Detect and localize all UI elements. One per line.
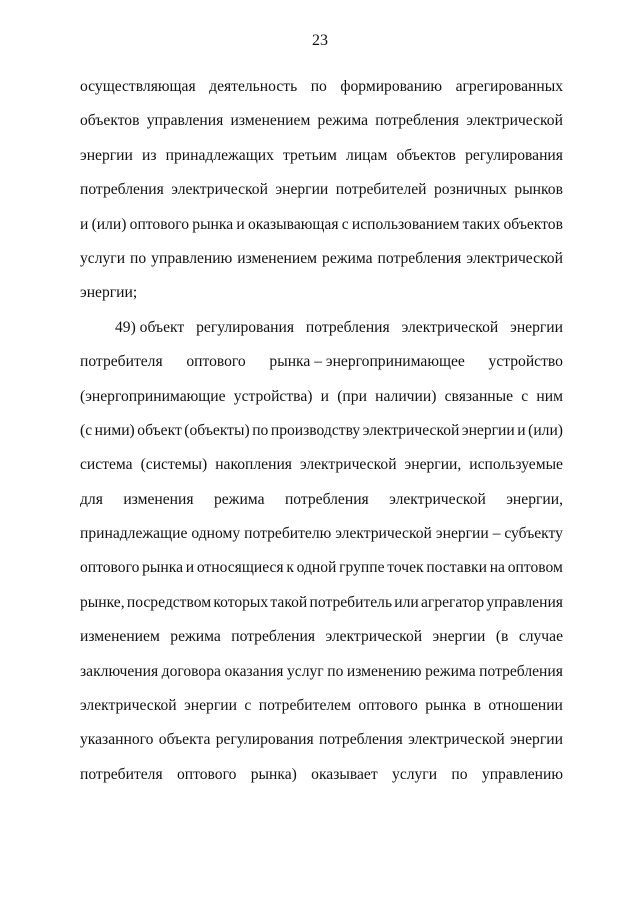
word: (энергопринимающие xyxy=(80,387,226,405)
word: объектов xyxy=(503,215,563,233)
word: с xyxy=(521,387,529,405)
paragraph-49 xyxy=(80,317,563,798)
word: потребления xyxy=(479,662,563,680)
word: оптового xyxy=(80,559,140,577)
word: рынке, xyxy=(80,593,125,611)
word: энергии – субъекту xyxy=(435,525,563,543)
word: с xyxy=(244,697,252,715)
word: заключения xyxy=(80,662,159,680)
word: энергии xyxy=(510,318,563,336)
word: (объекты) xyxy=(184,421,250,439)
word: регулирования xyxy=(196,318,294,336)
word: регулирования xyxy=(215,731,314,749)
word: лицам xyxy=(346,146,388,164)
word: по xyxy=(451,765,468,783)
word: электрической xyxy=(389,490,486,508)
word: услуги xyxy=(80,249,126,267)
text-line xyxy=(80,661,563,695)
word: оптового xyxy=(129,215,190,233)
word: такой xyxy=(270,593,308,611)
text-line xyxy=(80,214,563,248)
word: изменением xyxy=(80,628,160,646)
word: оптового xyxy=(186,353,246,371)
text-line xyxy=(80,76,563,110)
word: по xyxy=(327,662,344,680)
text-line xyxy=(80,764,563,798)
word: система xyxy=(80,456,133,474)
word: третьим xyxy=(283,146,337,164)
word: относящиеся xyxy=(196,559,284,577)
word: объекта xyxy=(158,731,211,749)
word: поставки xyxy=(426,559,487,577)
word: электрической xyxy=(80,697,177,715)
word: изменением xyxy=(237,249,318,267)
word: формированию xyxy=(340,78,443,95)
word: по xyxy=(130,249,147,267)
word: электрической xyxy=(299,456,397,474)
word: электрической xyxy=(466,249,563,267)
text-line xyxy=(80,248,563,282)
text-line xyxy=(80,489,563,523)
word: оптового xyxy=(176,765,237,783)
word: агрегатор xyxy=(421,593,485,611)
text-line xyxy=(80,695,563,729)
word: ним xyxy=(536,387,563,405)
word: рынка xyxy=(192,215,234,233)
word: принадлежащие xyxy=(80,525,188,543)
word: оптового xyxy=(358,697,418,715)
word: или xyxy=(394,593,419,611)
word: 49) объект xyxy=(115,318,185,336)
word: накопления xyxy=(215,456,292,474)
word: объект xyxy=(137,421,182,439)
word: электрической xyxy=(466,112,563,130)
text-line xyxy=(80,110,563,144)
word: осуществляющая xyxy=(80,78,196,95)
word: управлению xyxy=(481,765,563,783)
word: управлению xyxy=(151,249,233,267)
word: потребителя xyxy=(80,765,163,783)
word: энергии; xyxy=(80,284,138,302)
word: связанные xyxy=(444,387,514,405)
word: электрической xyxy=(362,421,460,439)
word: потребителя xyxy=(80,353,163,371)
word: рынка – энергопринимающее xyxy=(269,353,465,371)
word: ними) xyxy=(94,421,135,439)
word: (при xyxy=(337,387,367,405)
document-body xyxy=(80,76,563,798)
word: рынка xyxy=(425,697,467,715)
word: из xyxy=(141,146,157,164)
paragraph-48-continuation xyxy=(80,76,563,317)
word: производству xyxy=(270,421,361,439)
text-line xyxy=(80,454,563,488)
word: рынка) xyxy=(250,765,297,783)
word: потребления xyxy=(284,490,369,508)
word: энергии xyxy=(461,421,515,439)
word: точек xyxy=(387,559,424,577)
word: энергии xyxy=(510,731,563,749)
text-line xyxy=(80,523,563,557)
word: и xyxy=(320,387,330,405)
word: одному xyxy=(191,525,241,543)
word: потребления xyxy=(318,731,403,749)
word: энергии xyxy=(80,146,133,164)
word: потребления xyxy=(231,628,316,646)
word: потребления xyxy=(377,249,462,267)
word: одной xyxy=(296,559,337,577)
text-line xyxy=(80,626,563,660)
word: услуги xyxy=(392,765,438,783)
word: группе xyxy=(339,559,385,577)
word: (в xyxy=(495,628,509,646)
word: по xyxy=(252,421,269,439)
word: использованием xyxy=(351,215,460,233)
word: оказывает xyxy=(311,765,378,783)
word: режима xyxy=(170,628,221,646)
word: с xyxy=(341,215,349,233)
word: потребления xyxy=(375,112,460,130)
word: (или) xyxy=(528,421,563,439)
word: посредством xyxy=(126,593,212,611)
word: потребителем xyxy=(258,697,351,715)
text-line xyxy=(80,592,563,626)
word: энергии, xyxy=(506,490,563,508)
word: используемые xyxy=(469,456,563,474)
word: потребитель xyxy=(309,593,393,611)
page-number: 23 xyxy=(312,32,328,49)
word: (системы) xyxy=(140,456,208,474)
word: регулирования xyxy=(465,146,563,164)
word: для xyxy=(80,490,103,508)
word: электрической xyxy=(171,181,268,199)
word: рынков xyxy=(514,181,563,199)
word: в xyxy=(473,697,481,715)
word: электрической xyxy=(325,628,423,646)
word: потребителю xyxy=(244,525,332,543)
word: на xyxy=(489,559,505,577)
word: к xyxy=(286,559,294,577)
text-line xyxy=(80,420,563,454)
word: которых xyxy=(213,593,269,611)
word: услуг xyxy=(287,662,324,680)
word: устройства) xyxy=(233,387,313,405)
word: энергии xyxy=(184,697,237,715)
word: и xyxy=(80,215,89,233)
word: договора xyxy=(161,662,221,680)
word: (или) xyxy=(91,215,127,233)
word: деятельность xyxy=(209,78,298,95)
word: энергии xyxy=(432,628,486,646)
text-line xyxy=(80,386,563,420)
word: энергии, xyxy=(404,456,462,474)
text-line xyxy=(80,179,563,213)
text-line xyxy=(80,729,563,763)
word: и xyxy=(517,421,526,439)
word: и xyxy=(236,215,245,233)
word: потребителей xyxy=(335,181,427,199)
text-line xyxy=(80,282,563,316)
word: по xyxy=(310,78,327,95)
text-line xyxy=(80,145,563,179)
word: объектов xyxy=(80,112,140,130)
word: изменением xyxy=(230,112,311,130)
word: устройство xyxy=(488,353,563,371)
word: таких xyxy=(462,215,501,233)
word: отношении xyxy=(488,697,563,715)
word: режима xyxy=(317,112,369,130)
word: потребления xyxy=(80,181,164,199)
word: режима xyxy=(213,490,265,508)
word: случае xyxy=(518,628,563,646)
word: изменения xyxy=(123,490,194,508)
word: изменению xyxy=(346,662,422,680)
word: розничных xyxy=(434,181,507,199)
word: электрической xyxy=(401,318,499,336)
word: объектов xyxy=(396,146,456,164)
word: указанного xyxy=(80,731,154,749)
word: (с xyxy=(80,421,93,439)
word: потребления xyxy=(305,318,390,336)
text-line xyxy=(80,557,563,591)
word: и xyxy=(185,559,195,577)
word: принадлежащих xyxy=(165,146,274,164)
word: рынка xyxy=(142,559,184,577)
word: оказания xyxy=(224,662,284,680)
word: режима xyxy=(322,249,373,267)
text-line xyxy=(80,317,563,351)
word: электрической xyxy=(335,525,432,543)
word: управления xyxy=(486,593,563,611)
word: режима xyxy=(425,662,476,680)
word: энергии xyxy=(275,181,329,199)
word: оптовом xyxy=(507,559,563,577)
word: наличии) xyxy=(375,387,437,405)
text-line xyxy=(80,351,563,385)
word: оказывающая xyxy=(247,215,339,233)
word: управления xyxy=(146,112,224,130)
word: электрической xyxy=(408,731,505,749)
word: агрегированных xyxy=(455,78,563,95)
